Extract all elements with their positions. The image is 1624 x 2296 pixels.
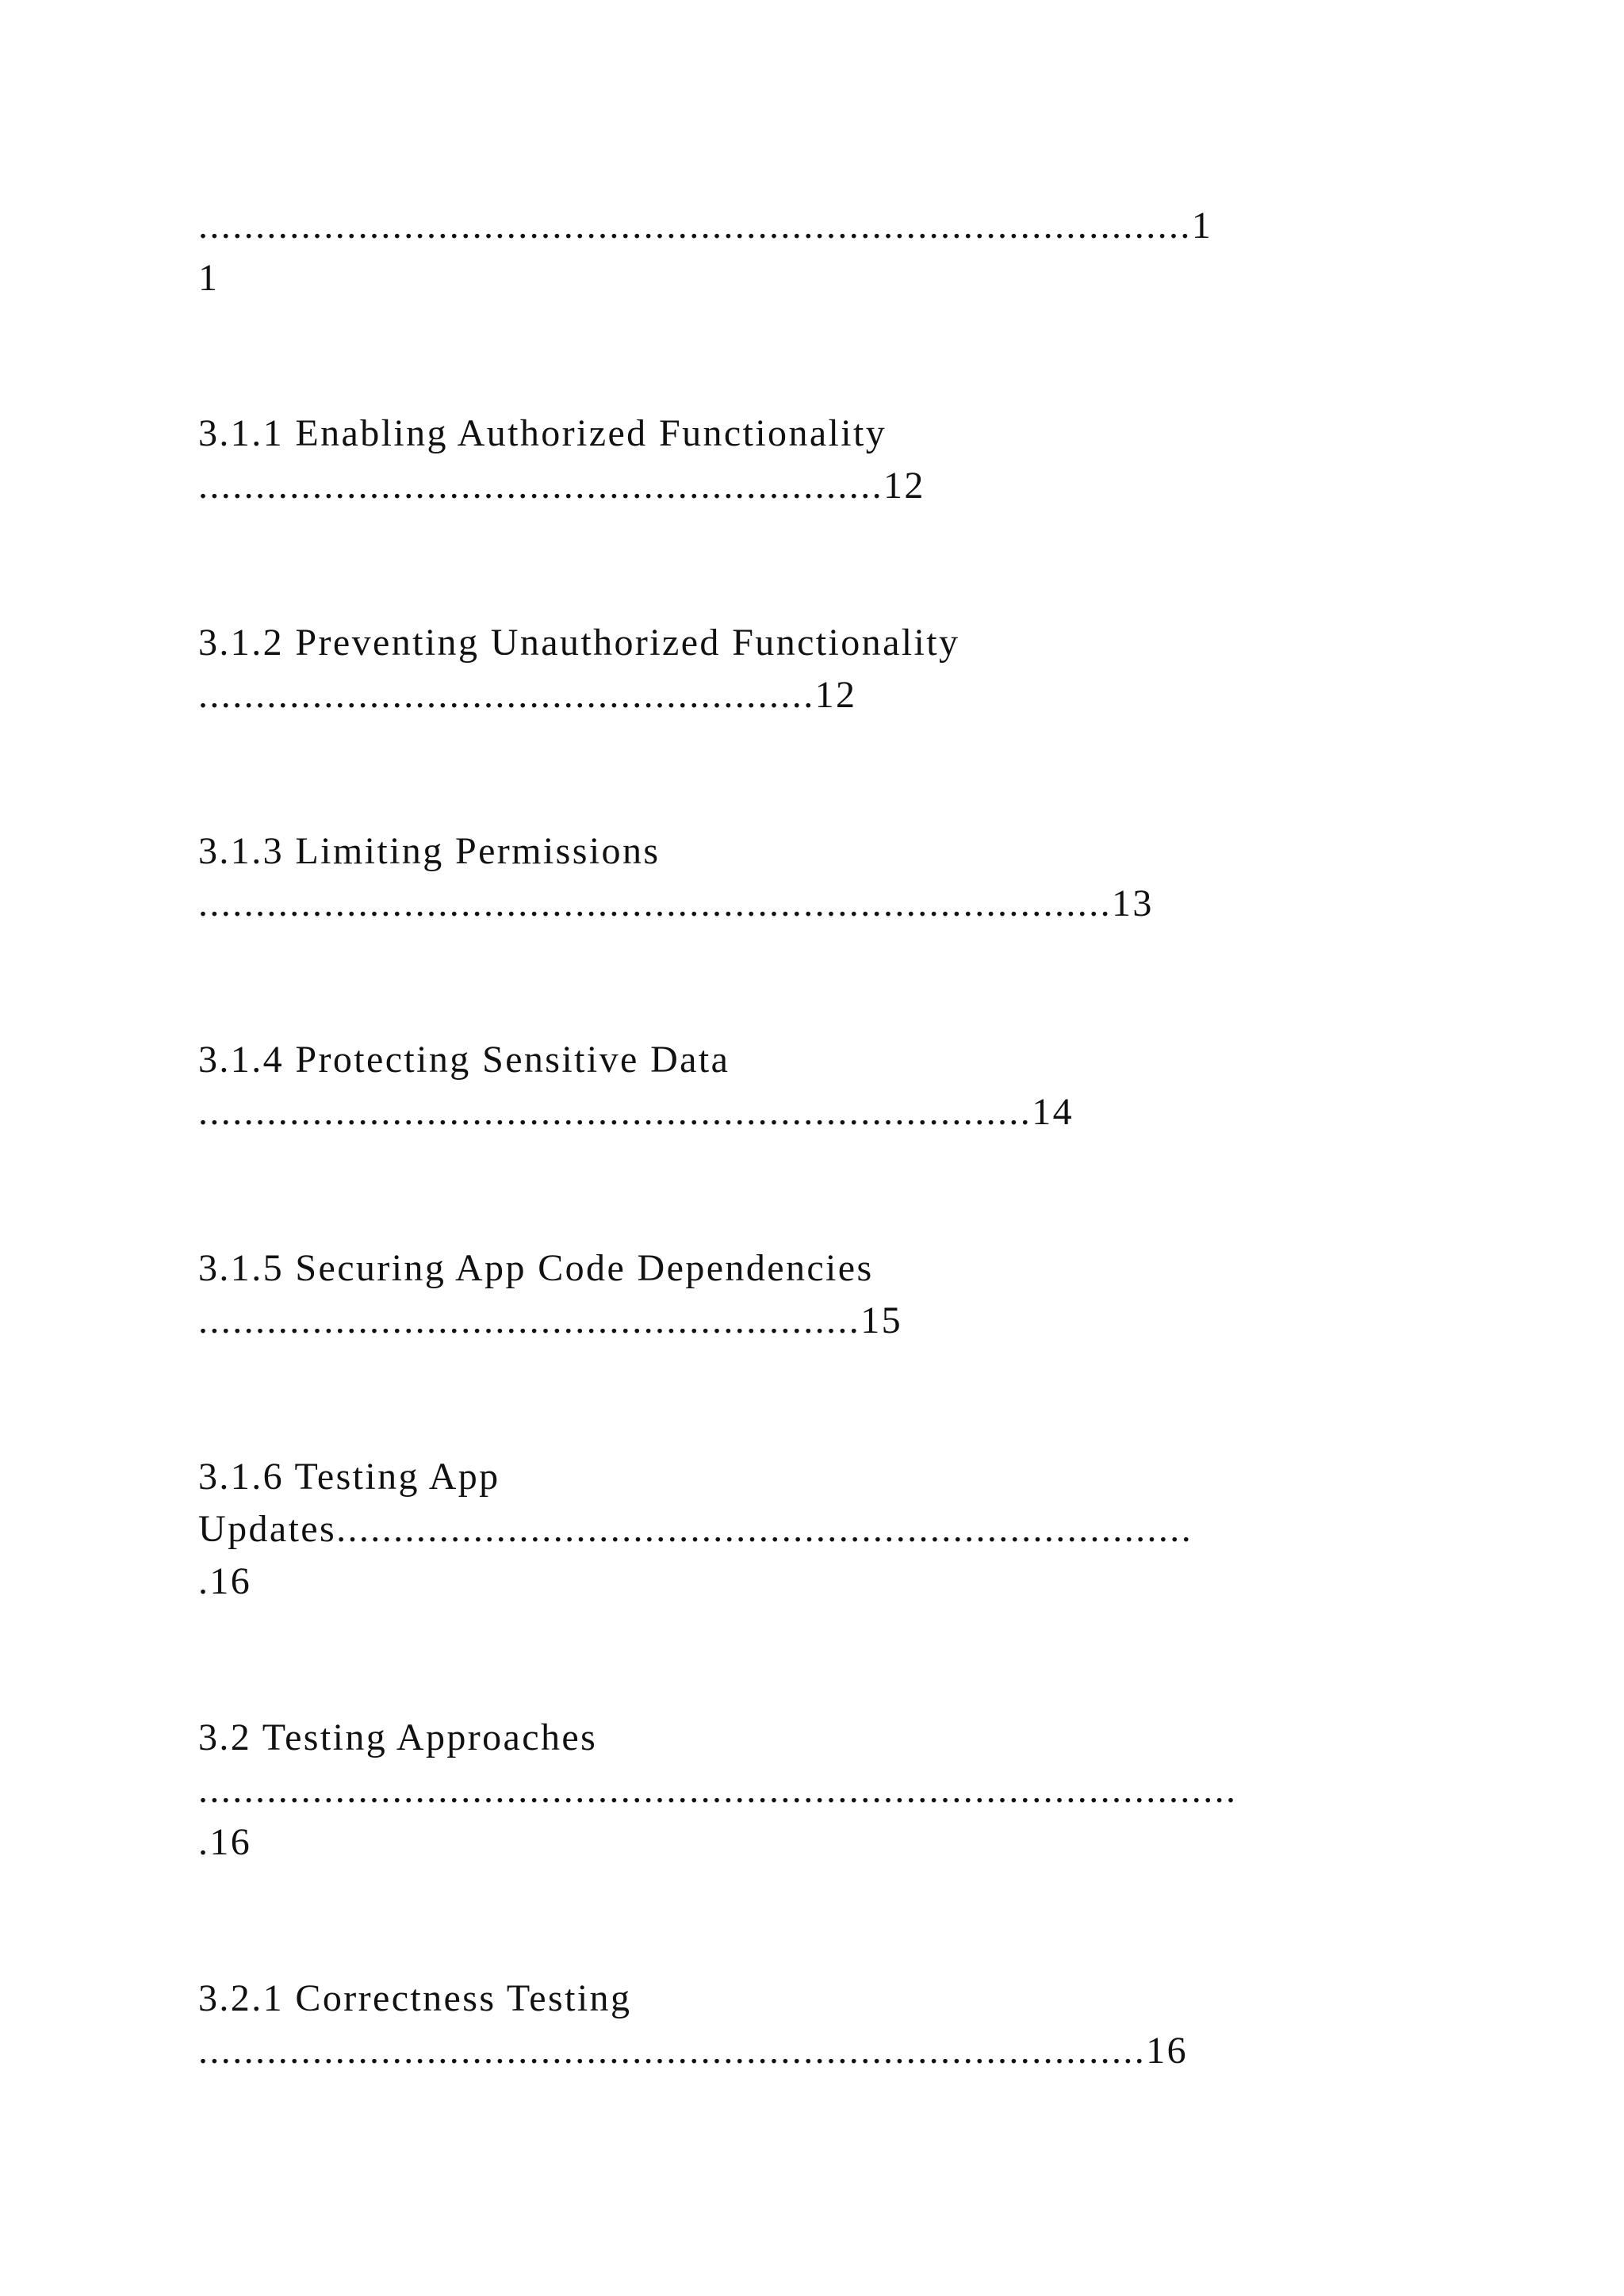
toc-leader-line: .......................................................................................1 (198, 205, 1213, 247)
toc-leader-line: .........................................................................14 (198, 1091, 1074, 1133)
toc-leader-line: ......................................................12 (198, 674, 857, 716)
toc-entry-title: 3.1.4 Protecting Sensitive Data (198, 1039, 730, 1081)
toc-entry-title: 3.2.1 Correctness Testing (198, 1977, 632, 2019)
toc-leader-line: ............................................................12 (198, 465, 925, 507)
toc-leader-line: ...................................................................................16 (198, 2030, 1188, 2072)
toc-page-number: .16 (198, 1560, 252, 1602)
toc-entry-title: 3.2 Testing Approaches (198, 1716, 598, 1758)
toc-page-number: .16 (198, 1821, 252, 1863)
toc-leader-line: ..........................................................15 (198, 1299, 902, 1341)
toc-entry-title: 3.1.5 Securing App Code Dependencies (198, 1247, 874, 1289)
toc-page-number: 1 (198, 257, 220, 299)
toc-leader-line: ................................................................................13 (198, 882, 1154, 924)
toc-entry-title: Updates........................................................................... (198, 1508, 1193, 1550)
toc-entry-title: 3.1.1 Enabling Authorized Functionality (198, 412, 887, 454)
toc-entry-title: 3.1.2 Preventing Unauthorized Functionality (198, 622, 960, 664)
toc-entry-title: 3.1.3 Limiting Permissions (198, 830, 661, 872)
toc-entry-title: 3.1.6 Testing App (198, 1456, 500, 1498)
toc-leader-line: ........................................................................................... (198, 1769, 1238, 1811)
